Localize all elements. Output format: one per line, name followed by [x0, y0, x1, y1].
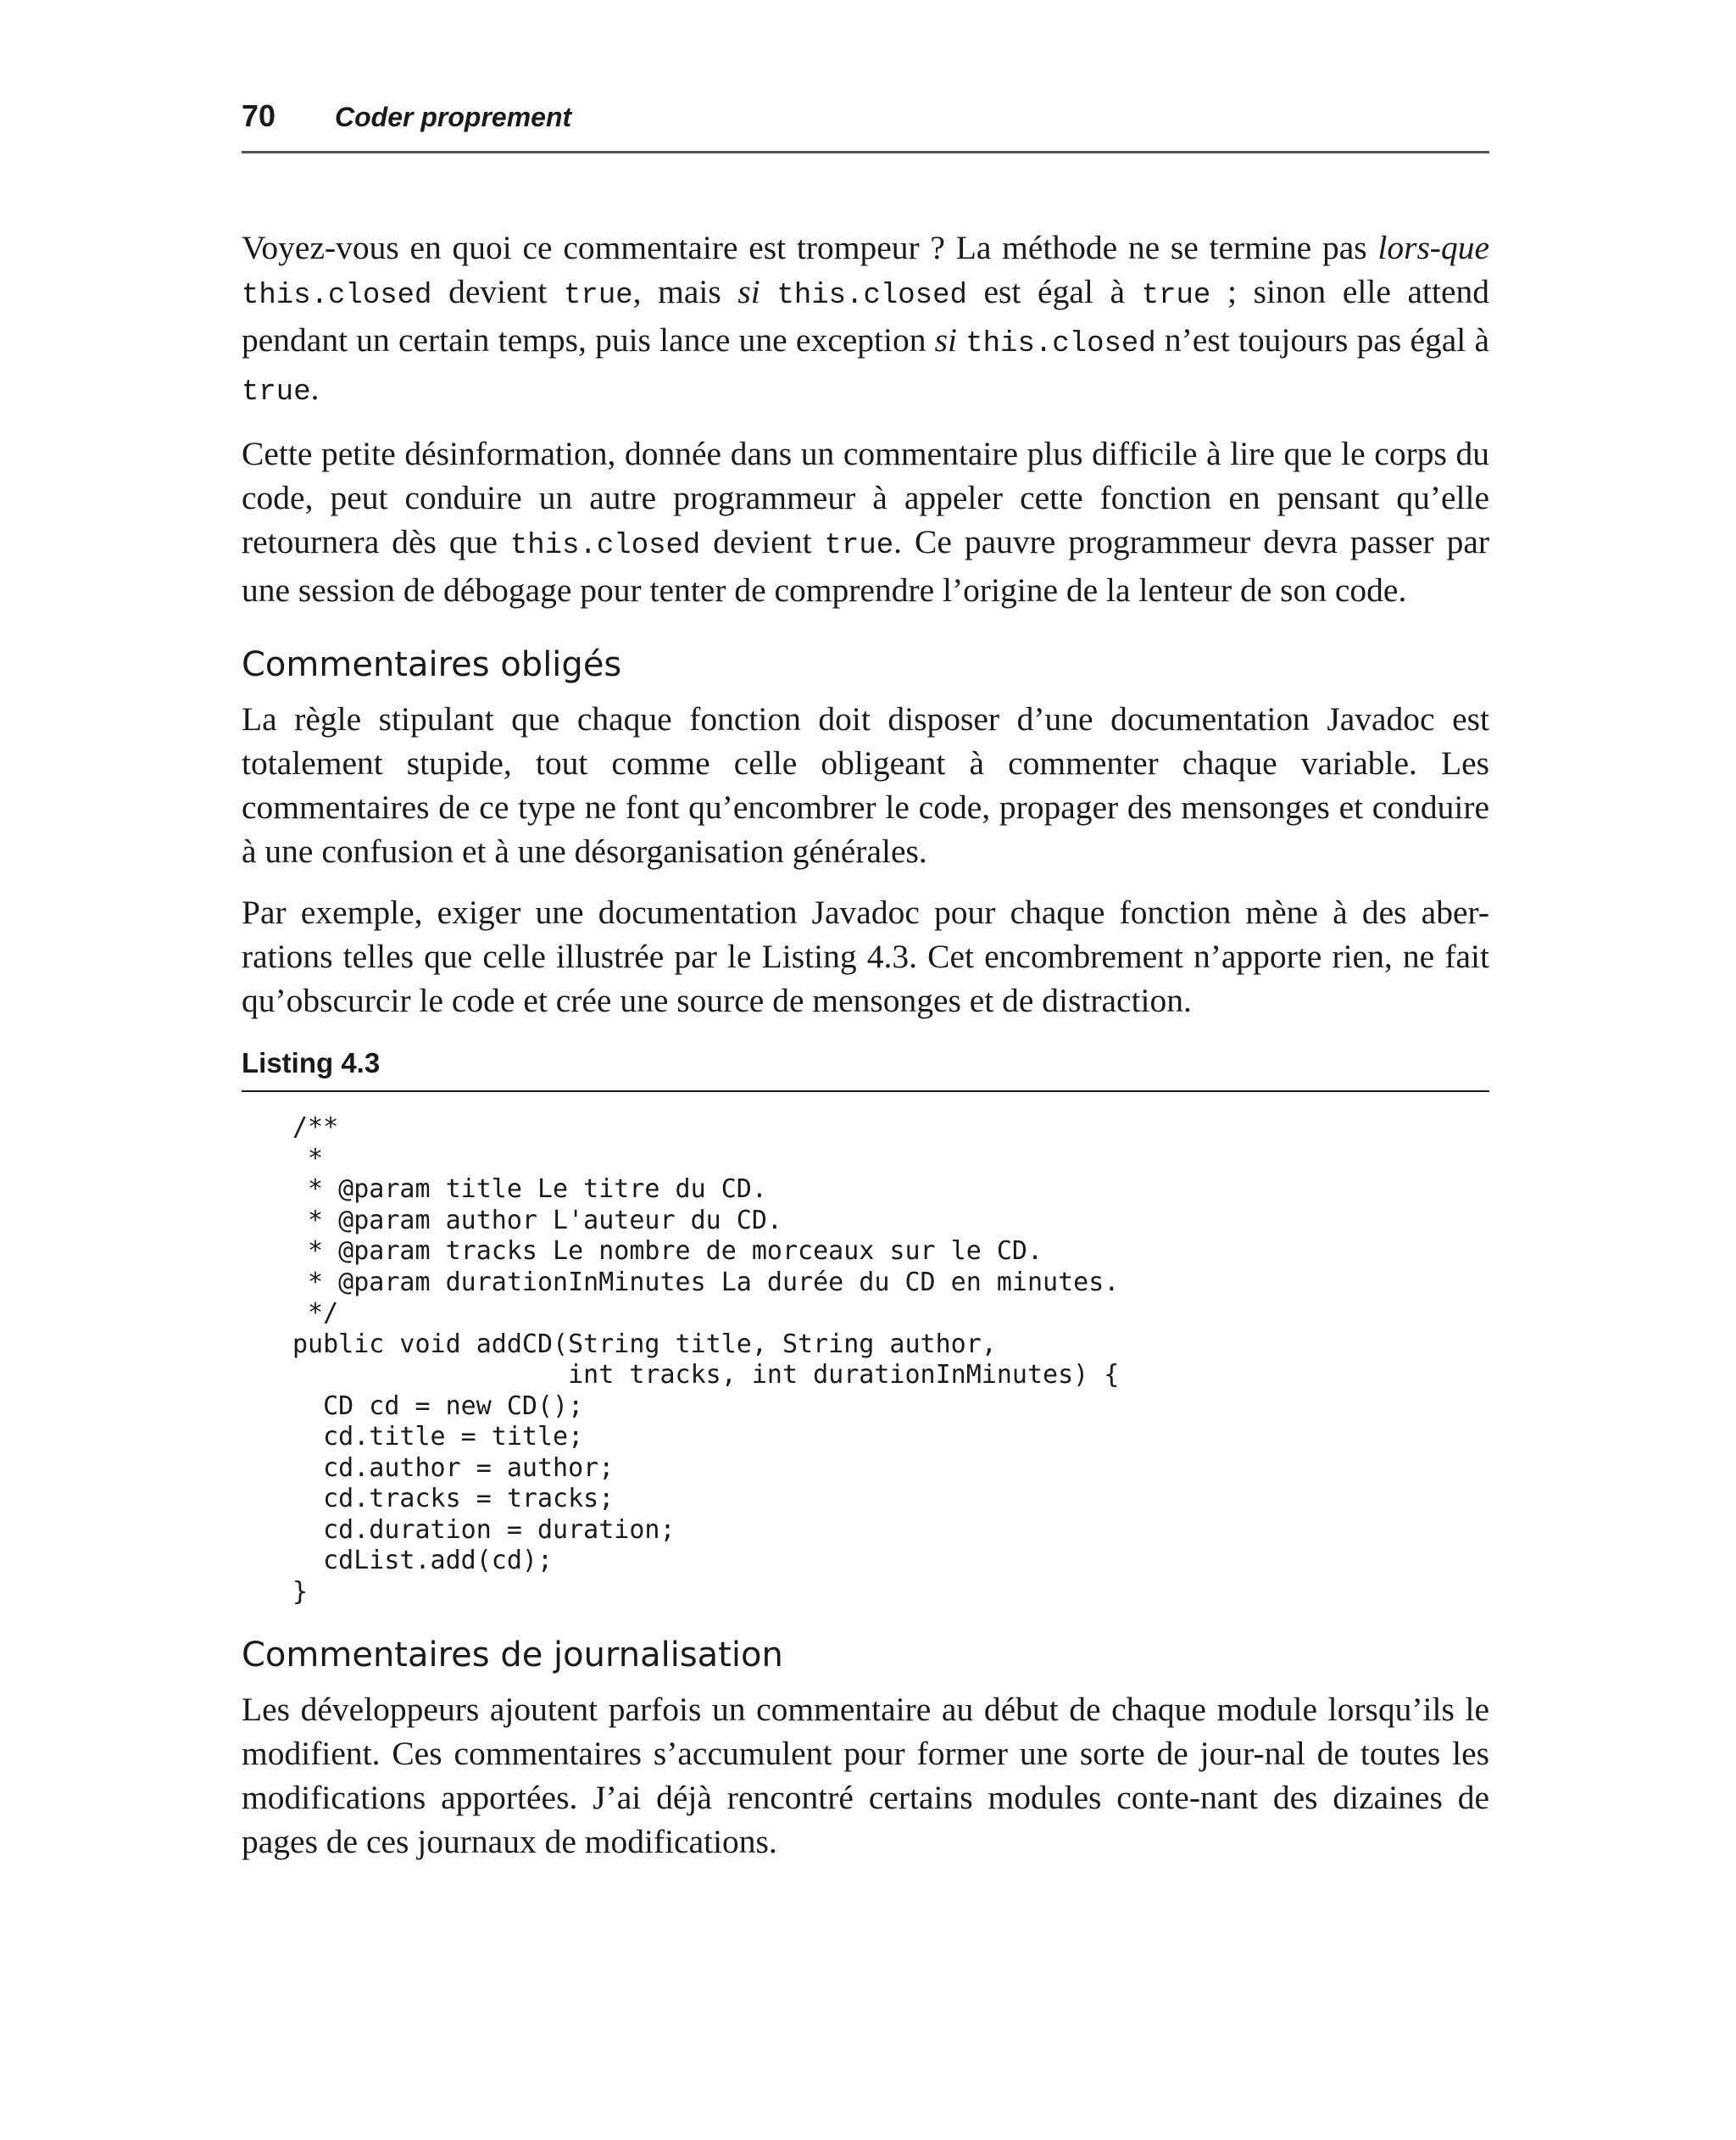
listing-label: Listing 4.3 [242, 1045, 1489, 1092]
book-page [242, 98, 1489, 1864]
paragraph-javadoc-rule: La règle stipulant que chaque fonction doit disposer d’une documentation Javadoc est totalement stupide, tout comme celle obligeant à commenter chaque variable. Les commentaires de ce type ne font qu’encombrer le code, propager des mensonges et conduire à une confusion et à une désorganisation générales. [242, 700, 1489, 870]
running-header [242, 98, 1489, 153]
code-listing: /** * * @param title Le titre du CD. * @param author L'auteur du CD. * @param tracks Le nombre de morceaux sur le CD. * @param durationInMinutes La durée du CD en minutes. */ public void addCD(String title, String author, int tracks, int durationInMinutes) { CD cd = new CD(); cd.title = title; cd.author = author; cd.tracks = tracks; cd.duration = duration; cdList.add(cd); } [292, 1112, 1120, 1607]
paragraph-journal-comments: Les développeurs ajoutent parfois un commentaire au début de chaque module lorsqu’ils le modifient. Ces commentaires s’accumulent pour former une sorte de jour-nal de toutes les modifications apportées. J’ai déjà rencontré certains modules conte-nant des dizaines de pages de ces journaux de modifications. [242, 1691, 1489, 1860]
paragraph-misleading-comment: Voyez-vous en quoi ce commentaire est trompeur ? La méthode ne se termine pas lors-que this.closed devient true, mais si this.closed est égal à true ; sinon elle attend pendant un certain temps, puis lance une exception si this.closed n’est toujours pas égal à true. [242, 229, 1490, 409]
section-heading-journal-comments: Commentaires de journalisation [242, 1636, 783, 1675]
paragraph-misinformation: Cette petite désinformation, donnée dans un commentaire plus difficile à lire que le corps du code, peut conduire un autre programmeur à appeler cette fonction en pensant qu’elle retournera dès que this.closed devient true. Ce pauvre programmeur devra passer par une session de débogage pour tenter de comprendre l’origine de la lenteur de son code. [242, 435, 1490, 609]
book-title: Coder proprement [335, 102, 572, 132]
section-heading-mandated-comments: Commentaires obligés [242, 645, 622, 684]
page-number: 70 [242, 98, 276, 133]
paragraph-javadoc-example: Par exemple, exiger une documentation Javadoc pour chaque fonction mène à des aber-rations telles que celle illustrée par le Listing 4.3. Cet encombrement n’apporte rien, ne fait qu’obscurcir le code et crée une source de mensonges et de distraction. [242, 894, 1489, 1019]
